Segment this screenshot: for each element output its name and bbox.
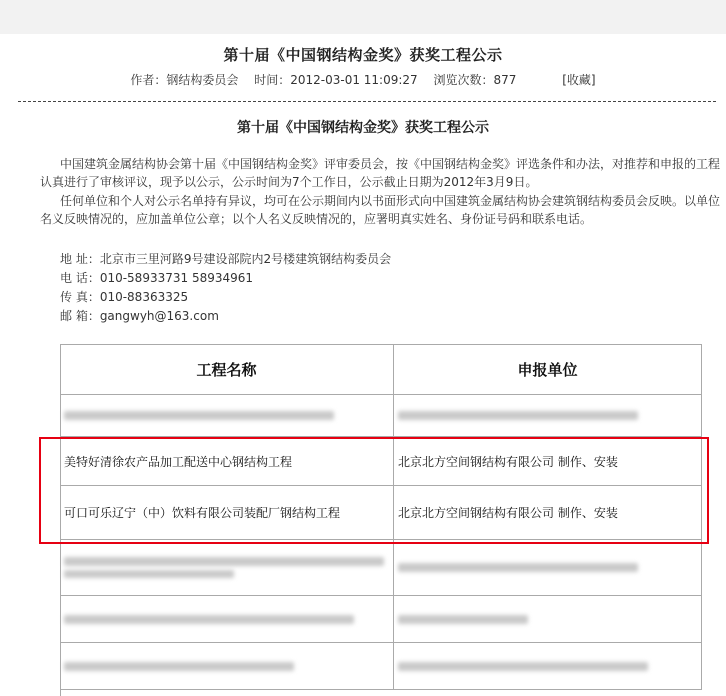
contact-email: 邮 箱：gangwyh@163.com	[60, 309, 219, 323]
author-label: 作者：钢结构委员会	[130, 73, 239, 87]
table-row-blurred	[60, 395, 394, 437]
redacted-text	[64, 662, 294, 671]
table-row-blurred	[394, 596, 702, 643]
views-value: 877	[493, 73, 517, 87]
time-label: 时间：	[254, 73, 291, 87]
redacted-text	[64, 570, 234, 578]
article-meta	[0, 71, 726, 88]
table-row-blurred	[60, 596, 394, 643]
table-row-blurred	[60, 540, 394, 596]
redacted-text	[64, 411, 334, 420]
redacted-text	[398, 615, 528, 624]
redacted-text	[64, 557, 384, 566]
favorite-link[interactable]: [收藏]	[562, 73, 596, 87]
redacted-text	[398, 411, 638, 420]
article-title: 第十届《中国钢结构金奖》获奖工程公示	[223, 46, 503, 64]
notice-paragraph-2: 任何单位和个人对公示名单持有异议，均可在公示期间内以书面形式向中国建筑金属结构协会建筑钢结构委员会反映。以单位名义反映情况的，应加盖单位公章；以个人名义反映情况的，应署明真实姓名、身份证号码和联系电话。	[40, 194, 721, 226]
contact-phone: 电 话：010-58933731 58934961	[60, 271, 254, 285]
table-row-blurred	[394, 540, 702, 596]
highlight-box	[39, 437, 709, 544]
views-label: 浏览次数：	[433, 73, 494, 87]
contact-fax: 传 真：010-88363325	[60, 290, 189, 304]
table-row-1-name: 美特好清徐农产品加工配送中心钢结构工程	[60, 437, 394, 486]
top-bar	[0, 0, 726, 34]
notice-subtitle: 第十届《中国钢结构金奖》获奖工程公示	[237, 120, 489, 136]
header-project-name: 工程名称	[60, 344, 394, 395]
table-row-blurred	[60, 643, 394, 690]
redacted-text	[64, 615, 354, 624]
contact-address: 地 址：北京市三里河路9号建设部院内2号楼建筑钢结构委员会	[60, 252, 392, 266]
redacted-text	[398, 563, 638, 572]
header-applicant-unit: 申报单位	[394, 344, 702, 395]
divider	[18, 101, 716, 102]
notice-paragraph-1: 中国建筑金属结构协会第十届《中国钢结构金奖》评审委员会，按《中国钢结构金奖》评选条件和办法，对推荐和申报的工程认真进行了审核评议，现予以公示，公示时间为7个工作日，公示截止日期为2012年3月9日。	[40, 157, 721, 189]
time-value: 2012-03-01 11:09:27	[290, 73, 418, 87]
publish-time	[254, 73, 417, 87]
table-row-1-unit: 北京北方空间钢结构有限公司 制作、安装	[394, 437, 702, 486]
table-row-2-name: 可口可乐辽宁（中）饮料有限公司装配厂钢结构工程	[60, 486, 394, 540]
table-row-2-unit: 北京北方空间钢结构有限公司 制作、安装	[394, 486, 702, 540]
redacted-text	[398, 662, 648, 671]
view-count	[434, 73, 517, 87]
table-row-blurred	[394, 395, 702, 437]
table-row-blurred	[394, 643, 702, 690]
